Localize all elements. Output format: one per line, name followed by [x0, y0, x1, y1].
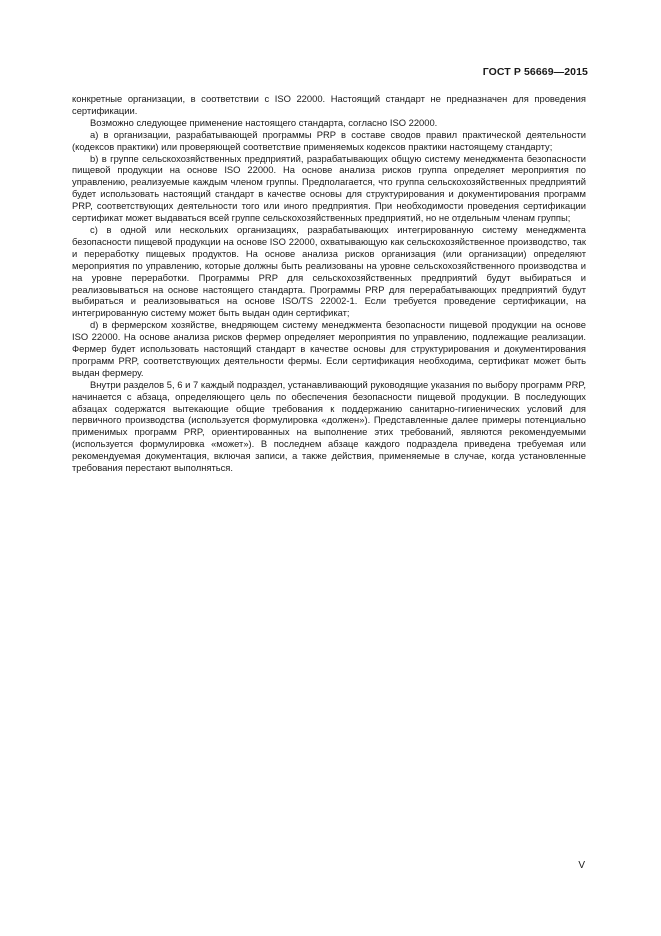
paragraph-continuation: конкретные организации, в соответствии с ISO 22000. Настоящий стандарт не предназначен для проведения сертификации. [72, 93, 586, 116]
list-item-a: а) в организации, разрабатывающей программы PRP в составе сводов правил практической деятельности (кодексов практики) или проверяющей соответствие применяемых кодексов практики настоящему стандарту; [72, 128, 586, 152]
paragraph-intro: Возможно следующее применение настоящего стандарта, согласно ISO 22000. [90, 116, 438, 128]
page-number: V [578, 860, 585, 871]
document-number-header: ГОСТ Р 56669—2015 [482, 66, 588, 78]
paragraph-sections-guidance: Внутри разделов 5, 6 и 7 каждый подраздел, устанавливающий руководящие указания по выбору программ PRP, начинается с абзаца, определяющего цель по обеспечения безопасности пищевой продукции. В последующих абзацах содержатся вытекающие общие требования к поддержанию санитарно-гигиенических условий для первичного производства (используется формулировка «должен»). Представленные далее примеры потенциально применимых программ PRP, ориентированных на выполнение этих требований, являются рекомендуемыми (используется формулировка «может»). В последнем абзаце каждого подраздела приведена требуемая или рекомендуемая документация, включая записи, а также действия, применяемые в случае, когда установленные требования перестают выполняться. [72, 378, 586, 474]
list-item-d: d) в фермерском хозяйстве, внедряющем систему менеджмента безопасности пищевой продукции на основе ISO 22000. На основе анализа рисков фермер определяет мероприятия по управлению, подлежащие реализации. Фермер будет использовать настоящий стандарт в качестве основы для структурирования и документирования программ PRP, соответствующих деятельности фермы. Если сертификация необходима, сертификат может быть выдан фермеру. [72, 319, 586, 378]
body-text [72, 93, 586, 474]
list-item-c: с) в одной или нескольких организациях, разрабатывающих интегрированную систему менеджмента безопасности пищевой продукции на основе ISO 22000, охватывающую как сельскохозяйственное производство, так и переработку пищевых продуктов. На основе анализа рисков организация (или организации) определяют мероприятия по управлению, которые должны быть реализованы на уровне сельскохозяйственного производства и на уровне переработки. Программы PRP для сельскохозяйственных предприятий будут выбираться и реализовываться на основе настоящего стандарта. Программы PRP для перерабатывающих предприятий будут выбираться и реализовываться на основе ISO/TS 22002-1. Если требуется проведение сертификации, на интегрированную систему может быть выдан один сертификат; [72, 223, 586, 319]
list-item-b: b) в группе сельскохозяйственных предприятий, разрабатывающих общую систему менеджмента безопасности пищевой продукции на основе ISO 22000. На основе анализа рисков группа определяет мероприятия по управлению, реализуемые каждым членом группы. Предполагается, что группа сельскохозяйственных предприятий будет использовать настоящий стандарт в качестве основы для структурирования и документирования программ PRP, соответствующих деятельности того или иного предприятия. При необходимости проведения сертификации сертификат может выдаваться всей группе сельскохозяйственных предприятий, но не отдельным членам группы; [72, 152, 586, 224]
